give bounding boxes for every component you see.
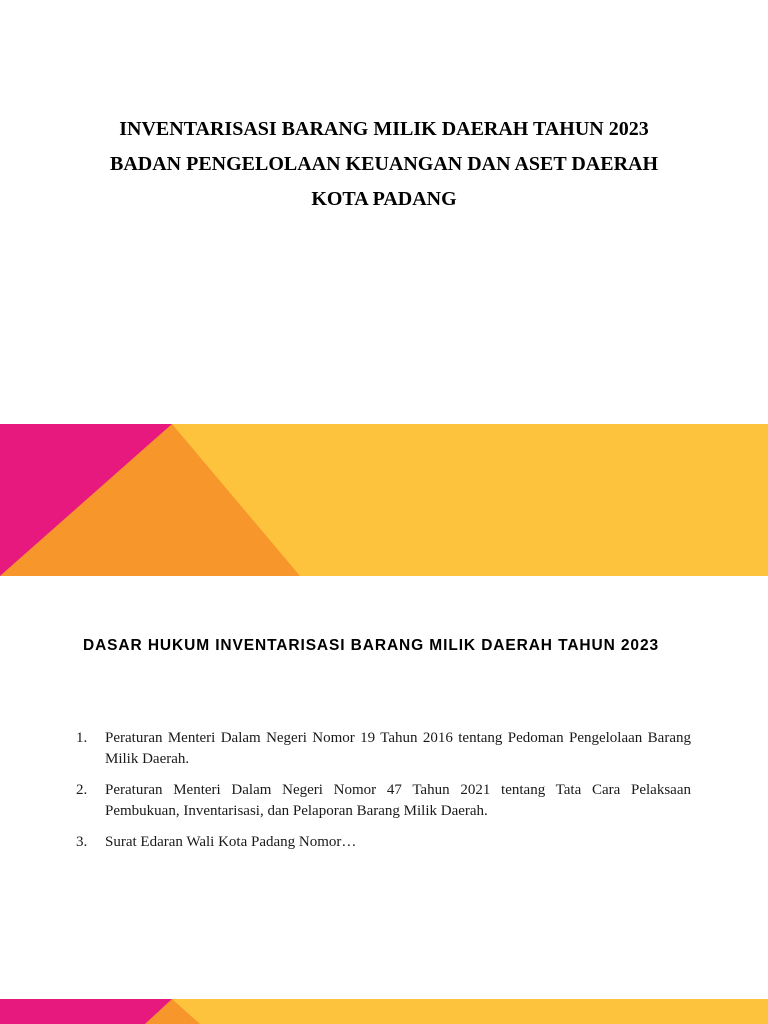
list-item-number: 2. [76, 782, 88, 798]
decorative-banner-top [0, 424, 768, 576]
list-item [76, 780, 691, 822]
list-item-text: Peraturan Menteri Dalam Negeri Nomor 47 Tahun 2021 tentang Tata Cara Pelaksaan Pembukuan, Inventarisasi, dan Pelaporan Barang Milik Daerah. [105, 782, 691, 819]
title-line-1: INVENTARISASI BARANG MILIK DAERAH TAHUN 2023 [119, 118, 649, 140]
banner-top-graphic [0, 424, 768, 576]
list-item [76, 832, 691, 853]
banner-bottom-graphic [0, 999, 768, 1024]
document-title [0, 112, 768, 217]
banner-bottom-pink [0, 999, 172, 1024]
section-heading: DASAR HUKUM INVENTARISASI BARANG MILIK DAERAH TAHUN 2023 [83, 637, 659, 654]
list-item [76, 728, 691, 770]
list-item-text: Peraturan Menteri Dalam Negeri Nomor 19 Tahun 2016 tentang Pedoman Pengelolaan Barang Milik Daerah. [105, 730, 691, 767]
title-line-2: BADAN PENGELOLAAN KEUANGAN DAN ASET DAERAH [109, 153, 659, 175]
list-item-number: 3. [76, 834, 88, 850]
list-item-number: 1. [76, 730, 88, 746]
legal-basis-list [76, 728, 691, 863]
title-line-3: KOTA PADANG [311, 188, 457, 210]
list-item-text: Surat Edaran Wali Kota Padang Nomor… [105, 834, 357, 850]
decorative-banner-bottom [0, 999, 768, 1024]
